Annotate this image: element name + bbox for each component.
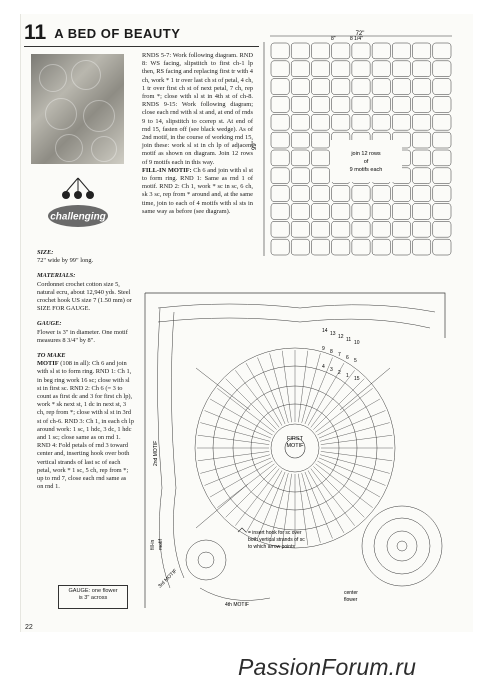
gauge-note-line1: GAUGE: one flower (68, 588, 118, 594)
round-number-label: 9 (322, 346, 325, 352)
radial-stitch-line (270, 353, 289, 423)
gauge-heading: GAUGE: (37, 320, 62, 328)
grid-motif-cell (352, 61, 370, 77)
round-number-label: 13 (330, 331, 336, 337)
radial-stitch-line (226, 466, 277, 517)
radial-stitch-line (302, 473, 321, 543)
grid-motif-cell (413, 43, 431, 59)
radial-stitch-line (321, 451, 392, 460)
radial-stitch-line (198, 451, 269, 460)
grid-motif-cell (311, 43, 329, 59)
grid-motif-cell (392, 79, 410, 95)
grid-motif-cell (291, 79, 309, 95)
grid-motif-cell (413, 79, 431, 95)
grid-motif-cell (352, 239, 370, 255)
legend-line3: to which arrow points (248, 544, 295, 550)
round-number-label: 14 (322, 328, 328, 334)
radial-stitch-line (282, 351, 291, 422)
grid-motif-cell (352, 79, 370, 95)
grid-motif-cell (433, 79, 451, 95)
radial-stitch-line (210, 461, 272, 497)
title-rule (24, 46, 259, 47)
fourth-motif-label: 4th MOTIF (225, 602, 249, 608)
grid-motif-cell (433, 61, 451, 77)
page-number: 22 (25, 624, 33, 631)
radial-stitch-line (305, 358, 333, 425)
round-number-label: 5 (354, 358, 357, 364)
radial-stitch-line (226, 379, 277, 430)
grid-motif-cell (372, 114, 390, 130)
round-number-label: 7 (338, 352, 341, 358)
insert-hook-arrow-icon (238, 528, 246, 532)
grid-motif-cell (271, 168, 289, 184)
legend (238, 528, 305, 550)
grid-motif-cell (311, 79, 329, 95)
radial-stitch-line (246, 363, 282, 425)
grid-motif-cell (311, 114, 329, 130)
grid-motif-cell (433, 114, 451, 130)
grid-motif-cell (372, 186, 390, 202)
radial-stitch-line (318, 399, 380, 435)
second-motif-label: 2nd MOTIF (153, 440, 159, 466)
round-number-labels (322, 328, 360, 382)
radial-stitch-line (305, 472, 333, 539)
cherry-icon (62, 178, 94, 199)
grid-motif-cell (271, 150, 289, 166)
watermark-text: PassionForum.ru (238, 654, 417, 680)
radial-stitch-line (205, 411, 272, 439)
grid-motif-cell (271, 239, 289, 255)
grid-motif-cell (433, 168, 451, 184)
radial-stitch-line (200, 455, 270, 474)
grid-motif-cell (413, 239, 431, 255)
radial-stitch-line (258, 358, 286, 425)
grid-motif-cell (433, 132, 451, 148)
bedspread-photo (31, 54, 124, 164)
pattern-title-bar (24, 20, 264, 46)
grid-motif-cell (372, 97, 390, 113)
radial-stitch-line (258, 472, 286, 539)
grid-motif-cell (433, 204, 451, 220)
fill-in-label2: motif (158, 539, 164, 550)
crochet-stitch-diagram (140, 288, 455, 623)
grid-motif-cell (311, 221, 329, 237)
round-number-label: 1 (346, 373, 349, 379)
round-number-label: 8 (330, 349, 333, 355)
grid-join-line1: join 12 rows (351, 151, 381, 157)
grid-motif-cell (392, 114, 410, 130)
materials-text: Cordonnet crochet cotton size 5, natural ecru, about 12,940 yds. Steel crochet hook US size 7 (1.50 mm) or SIZE FOR GAUGE. (37, 280, 132, 313)
grid-motif-cell (332, 204, 350, 220)
radial-stitch-line (318, 461, 380, 497)
grid-motif-cell (311, 150, 329, 166)
grid-motif-cell (372, 79, 390, 95)
grid-motif-cell (372, 43, 390, 59)
grid-motif-cell (433, 97, 451, 113)
radial-stitch-line (246, 471, 282, 533)
grid-motif-cell (413, 61, 431, 77)
round-number-label: 10 (354, 340, 360, 346)
radial-stitch-line (308, 471, 344, 533)
fill-in-heading: FILL-IN MOTIF: (142, 166, 192, 174)
grid-motif-cell (311, 61, 329, 77)
grid-motif-cell (271, 114, 289, 130)
grid-motif-cell (372, 239, 390, 255)
size-text: 72" wide by 99" long. (37, 257, 94, 265)
rounds-text: RNDS 5-7: Work following diagram. RND 8: WS facing, slipstitch to first ch-1 lp then, RS facing and replacing first tr with 4 ch, work * 1 tr over last ch st of petal, 4 ch, 1 tr over first ch st of next petal, 7 ch, rep from *; close with sl st in 4th st of ch-8. RNDS 9-15: Work following diagram; close each rnd with sl st and, at end of rnds 9 to 14, slipstitch to ccerep st. At end of rnd 15, fasten off (see black wedge). As of 2nd motif, in the course of working rnd 15, join these: work sl st in ch lp of adjacent motif as shown on diagram. Join 12 rows of 9 motifs each in this way. (142, 52, 253, 166)
grid-motif-cell (311, 186, 329, 202)
instructions-left-column (37, 242, 134, 491)
grid-motif-cell (352, 97, 370, 113)
grid-motif-cell (311, 97, 329, 113)
grid-motif-cell (311, 132, 329, 148)
radial-stitch-line (200, 423, 270, 442)
radial-stitch-line (320, 455, 390, 474)
grid-motif-cell (433, 221, 451, 237)
grid-motif-cell (332, 43, 350, 59)
grid-motif-cell (271, 186, 289, 202)
grid-motif-cell (433, 43, 451, 59)
grid-motif-cell (413, 150, 431, 166)
size-heading: SIZE: (37, 249, 54, 256)
fill-in-label: fill-in (150, 539, 156, 550)
grid-motif-cell (352, 221, 370, 237)
center-flower-diagram (362, 506, 442, 586)
third-motif-label: 3rd MOTIF (157, 568, 179, 590)
grid-motif-cell (413, 186, 431, 202)
radial-stitch-line (321, 435, 392, 444)
grid-motif-cell (271, 204, 289, 220)
width-label: 72" (355, 31, 365, 37)
grid-motif-cell (271, 79, 289, 95)
grid-motif-cell (392, 221, 410, 237)
grid-motif-cell (352, 43, 370, 59)
round-number-label: 2 (338, 370, 341, 376)
grid-motif-cell (433, 239, 451, 255)
grid-motif-cell (352, 204, 370, 220)
fill-in-instructions (142, 167, 253, 216)
grid-motif-cell (332, 97, 350, 113)
radial-stitch-line (302, 353, 321, 423)
grid-motif-cell (291, 239, 309, 255)
grid-motif-cell (392, 186, 410, 202)
badge-label: challenging (50, 211, 106, 223)
legend-line1: = insert hook for sc over (248, 530, 302, 536)
grid-motif-cell (271, 221, 289, 237)
grid-motif-cell (332, 221, 350, 237)
round-number-label: 3 (330, 367, 333, 373)
grid-motif-cell (352, 186, 370, 202)
fill-in-text: Ch 6 and join with sl st to form ring. RND 1: Same as rnd 1 of motif. RND 2: Ch 1, work * sc in sc, 6 ch, sk 3 sc, rep from * around and, at the same time, join to each of 4 motifs with sl sts in same way as before (see diagram). (142, 166, 253, 215)
grid-motif-cell (372, 221, 390, 237)
grid-motif-cell (372, 204, 390, 220)
radial-stitch-line (313, 466, 364, 517)
to-make-heading: TO MAKE (37, 352, 66, 360)
radial-stitch-line (313, 379, 364, 430)
grid-motif-cell (291, 186, 309, 202)
grid-motif-cell (332, 79, 350, 95)
round-number-label: 4 (322, 364, 325, 370)
fill-in-flower (186, 540, 226, 580)
grid-motif-cell (413, 132, 431, 148)
motif-width-label: 8" (331, 36, 336, 42)
grid-join-line2: of (363, 159, 369, 165)
pattern-number: 11 (24, 21, 47, 44)
grid-motif-cell (311, 204, 329, 220)
gauge-note-box (58, 585, 128, 609)
grid-motif-cell (291, 204, 309, 220)
grid-motif-cell (372, 61, 390, 77)
grid-motif-cell (291, 132, 309, 148)
legend-line2: both vertical strands of sc (248, 537, 305, 543)
grid-motif-cell (291, 43, 309, 59)
instructions-middle-column (142, 52, 253, 216)
grid-motif-cell (271, 61, 289, 77)
grid-motif-cell (271, 97, 289, 113)
grid-motif-cell (291, 97, 309, 113)
center-flower-label2: flower (344, 597, 358, 603)
grid-motif-cell (413, 114, 431, 130)
grid-motif-cell (413, 168, 431, 184)
motif-heading: MOTIF (37, 360, 59, 368)
first-motif-label: FIRST (287, 436, 303, 442)
radial-stitch-line (320, 423, 390, 442)
grid-motif-cell (311, 168, 329, 184)
radial-stitch-line (205, 458, 272, 486)
materials-heading: MATERIALS: (37, 272, 76, 280)
grid-motif-cell (413, 221, 431, 237)
pattern-title: A BED OF BEAUTY (54, 25, 181, 41)
motif-height-label: 8 1/4" (350, 36, 363, 42)
radial-stitch-line (198, 435, 269, 444)
grid-join-line3: 9 motifs each (349, 167, 383, 173)
grid-motif-cell (291, 114, 309, 130)
height-label: 99" (252, 141, 258, 150)
grid-motif-cell (311, 239, 329, 255)
grid-motif-cell (291, 221, 309, 237)
radial-stitch-line (319, 411, 386, 439)
radial-stitch-line (210, 399, 272, 435)
grid-motif-cell (271, 132, 289, 148)
grid-motif-cell (352, 114, 370, 130)
motif-instructions (37, 360, 134, 491)
assembly-grid-diagram (252, 30, 454, 258)
grid-motif-cell (392, 239, 410, 255)
radial-stitch-line (319, 458, 386, 486)
grid-motif-cell (392, 43, 410, 59)
grid-motif-cell (413, 97, 431, 113)
round-number-label: 15 (354, 376, 360, 382)
challenging-badge (38, 176, 118, 238)
motif-text: (108 in all): Ch 6 and join with sl st to form ring. RND 1: Ch 1, in beg ring work 16 sc; close with sl st in first sc. RND 2: Ch 6 (= 3 to count as first dc and 3 for first ch lp), work * sk next st, 1 dc in next st, 3 ch, rep from *; close with sl st in 3rd st of ch-6. RND 3: Ch 1, in each ch lp around work: 1 sc, 1 hdc, 3 dc, 1 hdc and 1 sc; close same as on rnd 1. RND 4: Fold petals of rnd 3 toward center and, inserting hook over both vertical strands of last sc of each petal, work * 1 sc, 5 ch, rep from *; up to rnd 7, close each rnd same as on rnd 1. (37, 360, 134, 491)
gauge-note-line2: is 3" across (78, 595, 108, 601)
grid-motif-cell (332, 61, 350, 77)
grid-motif-cell (291, 150, 309, 166)
grid-motif-cell (332, 114, 350, 130)
round-number-label: 6 (346, 355, 349, 361)
center-flower-label: center (344, 590, 358, 596)
first-motif-label2: MOTIF (286, 443, 304, 449)
grid-motif-cell (291, 61, 309, 77)
gauge-text: Flower is 3" in diameter. One motif measures 8 3/4" by 8". (37, 328, 128, 344)
grid-motif-cell (392, 97, 410, 113)
grid-motif-cell (332, 186, 350, 202)
grid-motif-cell (271, 43, 289, 59)
grid-motif-cell (291, 168, 309, 184)
radial-stitch-line (298, 351, 307, 422)
grid-motif-cell (332, 239, 350, 255)
grid-motif-cell (392, 204, 410, 220)
round-number-label: 12 (338, 334, 344, 340)
round-number-label: 11 (346, 337, 352, 343)
grid-motif-cell (433, 186, 451, 202)
grid-motif-cell (433, 150, 451, 166)
grid-motif-cell (413, 204, 431, 220)
grid-motif-cell (392, 61, 410, 77)
